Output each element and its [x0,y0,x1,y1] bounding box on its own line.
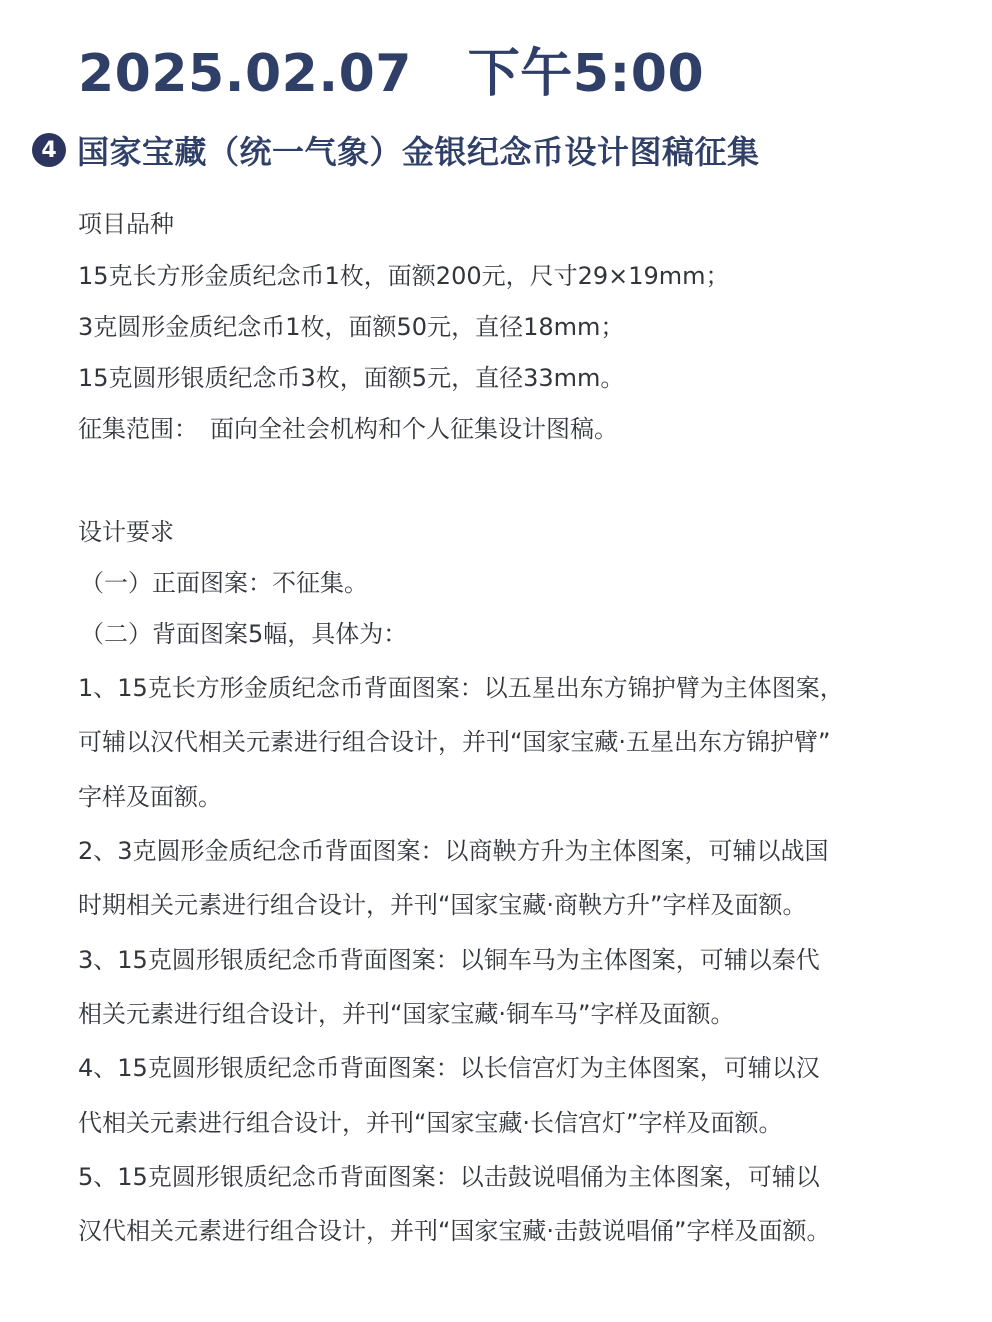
section-title: 国家宝藏（统一气象）金银纪念币设计图稿征集 [77,133,760,171]
design-line-5: 时期相关元素进行组合设计，并刊“国家宝藏·商鞅方升”字样及面额。 [78,891,807,919]
section-number-badge: 4 [32,133,66,167]
collection-scope: 征集范围： 面向全社会机构和个人征集设计图稿。 [78,415,618,443]
design-line-7: 相关元素进行组合设计，并刊“国家宝藏·铜车马”字样及面额。 [78,1000,735,1028]
design-line-11: 汉代相关元素进行组合设计，并刊“国家宝藏·击鼓说唱俑”字样及面额。 [78,1217,831,1245]
design-line-4: 2、3克圆形金质纪念币背面图案：以商鞅方升为主体图案，可辅以战国 [78,837,829,865]
design-back: （二）背面图案5幅，具体为： [80,620,408,648]
design-line-10: 5、15克圆形银质纪念币背面图案：以击鼓说唱俑为主体图案，可辅以 [78,1163,820,1191]
design-label: 设计要求 [78,518,174,546]
project-item-3: 15克圆形银质纪念币3枚，面额5元，直径33mm。 [78,364,625,392]
design-front: （一）正面图案：不征集。 [80,569,368,597]
design-line-8: 4、15克圆形银质纪念币背面图案：以长信宫灯为主体图案，可辅以汉 [78,1054,820,1082]
design-line-1: 1、15克长方形金质纪念币背面图案：以五星出东方锦护臂为主体图案， [78,674,844,702]
design-line-6: 3、15克圆形银质纪念币背面图案：以铜车马为主体图案，可辅以秦代 [78,946,820,974]
design-line-9: 代相关元素进行组合设计，并刊“国家宝藏·长信宫灯”字样及面额。 [78,1109,783,1137]
project-label: 项目品种 [78,210,174,238]
time-text: 下午5:00 [467,44,705,104]
design-line-3: 字样及面额。 [78,783,222,811]
date-text: 2025.02.07 [78,44,412,104]
datetime-heading [78,42,704,106]
section-heading [32,128,760,172]
design-line-2: 可辅以汉代相关元素进行组合设计，并刊“国家宝藏·五星出东方锦护臂” [78,728,831,756]
project-item-1: 15克长方形金质纪念币1枚，面额200元，尺寸29×19mm； [78,262,730,290]
project-item-2: 3克圆形金质纪念币1枚，面额50元，直径18mm； [78,313,625,341]
